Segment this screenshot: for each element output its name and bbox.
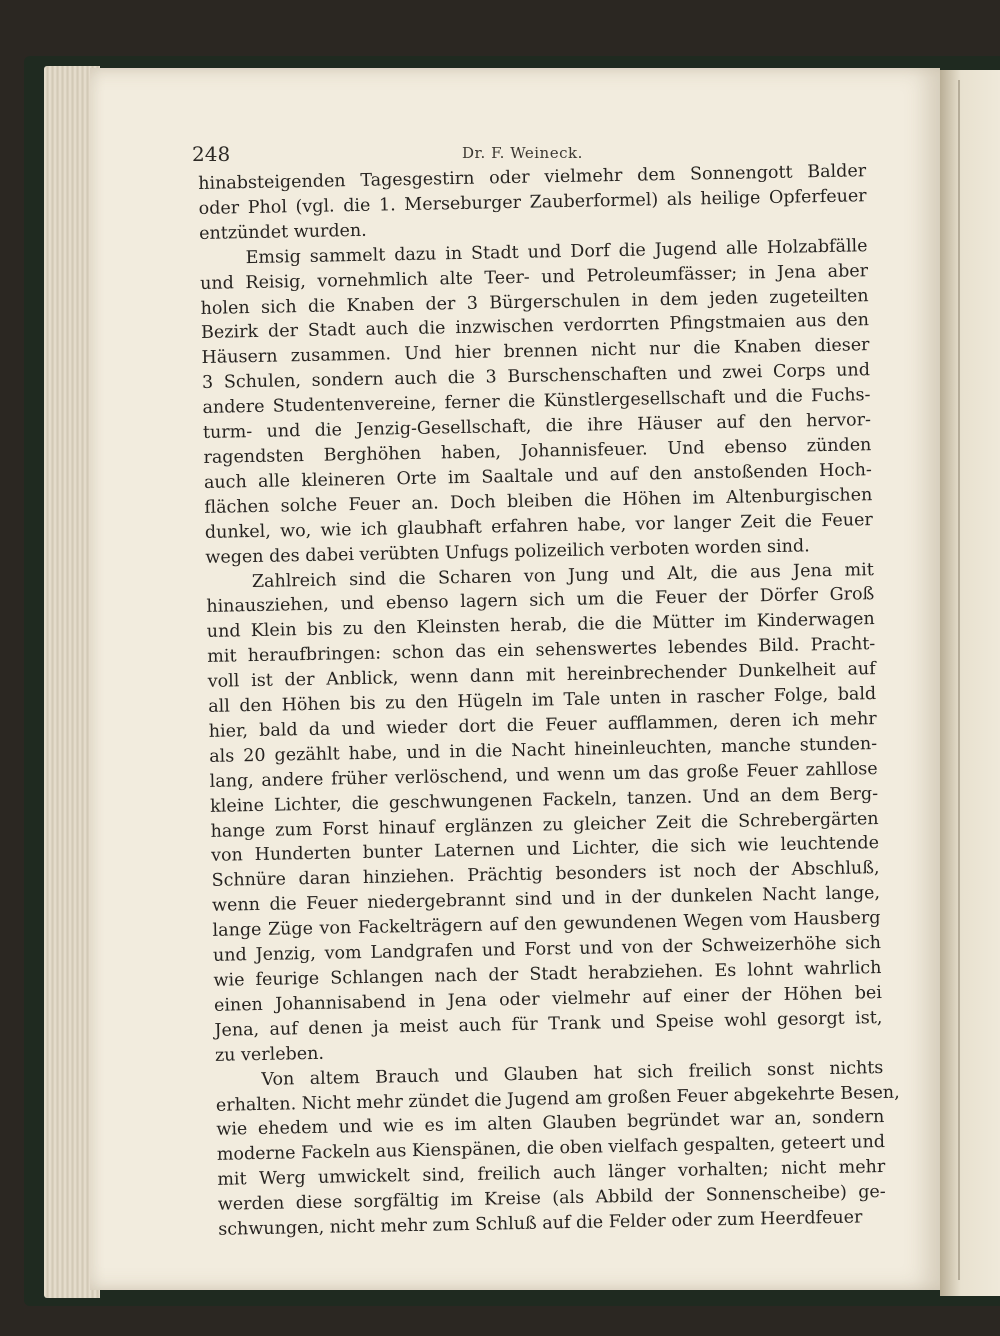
text-line: kleine Lichter, die geschwungenen Fackeln, tanzen. Und an dem Berg-	[209, 783, 879, 817]
text-line: wenn die Feuer niedergebrannt sind und in der dunkelen Nacht lange,	[211, 883, 881, 917]
header-title: Dr. F. Weineck.	[462, 144, 583, 162]
text-line: werden diese sorgfältig im Kreise (als Abbild der Sonnenscheibe) ge-	[217, 1182, 886, 1215]
text-line: hier, bald da und wieder dort die Feuer aufflammen, deren ich mehr	[208, 709, 877, 742]
page-number: 248	[192, 142, 231, 166]
text-line: entzündet wurden.	[198, 220, 367, 244]
text-line: Jena, auf denen ja meist auch für Trank und Speise wohl gesorgt ist,	[214, 1007, 883, 1041]
text-line: holen sich die Knaben der 3 Bürgerschulen in dem jeden zugeteilten	[200, 285, 869, 319]
text-line: zu verleben.	[214, 1043, 325, 1066]
text-line: hange zum Forst hinauf erglänzen zu gleicher Zeit die Schrebergärten	[210, 808, 879, 842]
text-line: all den Höhen bis zu den Hügeln im Tale unten in rascher Folge, bald	[208, 684, 877, 717]
text-line: schwungen, nicht mehr zum Schluß auf die Felder oder zum Heerdfeuer	[218, 1207, 863, 1240]
text-line: mit Werg umwickelt sind, freilich auch länger vorhalten; nicht mehr	[217, 1157, 886, 1191]
text-line: mit heraufbringen: schon das ein sehenswertes lebendes Bild. Pracht-	[207, 634, 876, 668]
paragraph	[206, 558, 883, 1069]
text-line: hinabsteigenden Tagesgestirn oder vielmehr dem Sonnengott Balder	[198, 161, 867, 194]
text-line: Schnüre daran hinziehen. Prächtig besonders ist noch der Abschluß,	[211, 858, 880, 892]
text-line: andere Studentenvereine, ferner die Künstlergesellschaft und die Fuchs-	[202, 385, 871, 419]
text-line: als 20 gezählt habe, und in die Nacht hineinleuchten, manche stunden-	[209, 733, 878, 767]
text-line: voll ist der Anblick, wenn dann mit hereinbrechender Dunkelheit auf	[207, 659, 876, 693]
text-line: und Klein bis zu den Kleinsten herab, die die Mütter im Kinderwagen	[206, 609, 875, 643]
text-line: lange Züge von Fackelträgern auf den gewundenen Wegen vom Hausberg	[212, 908, 881, 942]
text-line: turm- und die Jenzig-Gesellschaft, die ihre Häuser auf den hervor-	[202, 410, 872, 444]
paragraph	[215, 1056, 900, 1243]
text-line: Häusern zusammen. Und hier brennen nicht nur die Knaben dieser	[201, 335, 870, 369]
text-line: flächen solche Feuer an. Doch bleiben die Höhen im Altenburgischen	[204, 484, 873, 518]
text-line: 3 Schulen, sondern auch die 3 Burschenschaften und zwei Corps und	[201, 360, 871, 394]
text-line: wegen des dabei verübten Unfugs polizeilich verboten worden sind.	[205, 535, 810, 568]
text-line: wie ehedem und wie es im alten Glauben begründet war an, sondern	[216, 1107, 885, 1141]
text-line: Bezirk der Stadt auch die inzwischen verdorrten Pfingstmaien aus den	[200, 310, 870, 344]
facing-page-edge	[940, 70, 1000, 1296]
text-line: hinausziehen, und ebenso lagern sich um die Feuer der Dörfer Groß	[206, 584, 875, 618]
text-line: lang, andere früher verlöschend, und wenn um das große Feuer zahllose	[209, 758, 878, 792]
text-line: und Jenzig, vom Landgrafen und Forst und von der Schweizerhöhe sich	[212, 933, 882, 966]
text-line: oder Phol (vgl. die 1. Merseburger Zauberformel) als heilige Opferfeuer	[198, 186, 867, 219]
text-line: erhalten. Nicht mehr zündet die Jugend am großen Feuer abgekehrte Besen,	[215, 1082, 900, 1116]
text-line: Emsig sammelt dazu in Stadt und Dorf die Jugend alle Holzabfälle	[245, 235, 868, 268]
text-line: wie feurige Schlangen nach der Stadt herabziehen. Es lohnt wahrlich	[213, 958, 882, 991]
text-line: moderne Fackeln aus Kienspänen, die oben vielfach gespalten, geteert und	[216, 1132, 886, 1166]
text-line: dunkel, wo, wie ich glaubhaft erfahren habe, vor langer Zeit die Feuer	[204, 509, 873, 543]
text-line: Zahlreich sind die Scharen von Jung und Alt, die aus Jena mit	[251, 559, 874, 592]
text-line: einen Johannisabend in Jena oder vielmehr auf einer der Höhen bei	[213, 982, 883, 1016]
binding-gutter	[958, 80, 960, 1280]
text-line: Von altem Brauch und Glauben hat sich freilich sonst nichts	[261, 1057, 884, 1090]
text-line: und Reisig, vornehmlich alte Teer- und Petroleumfässer; in Jena aber	[199, 260, 869, 294]
paragraph	[199, 234, 873, 571]
text-line: von Hunderten bunter Laternen und Lichter, die sich wie leuchtende	[210, 833, 880, 867]
text-body	[198, 159, 900, 1243]
text-line: ragendsten Berghöhen haben, Johannisfeuer. Und ebenso zünden	[203, 435, 872, 468]
paragraph	[198, 159, 867, 247]
text-line: auch alle kleineren Orte im Saaltale und auf den anstoßenden Hoch-	[203, 459, 873, 493]
